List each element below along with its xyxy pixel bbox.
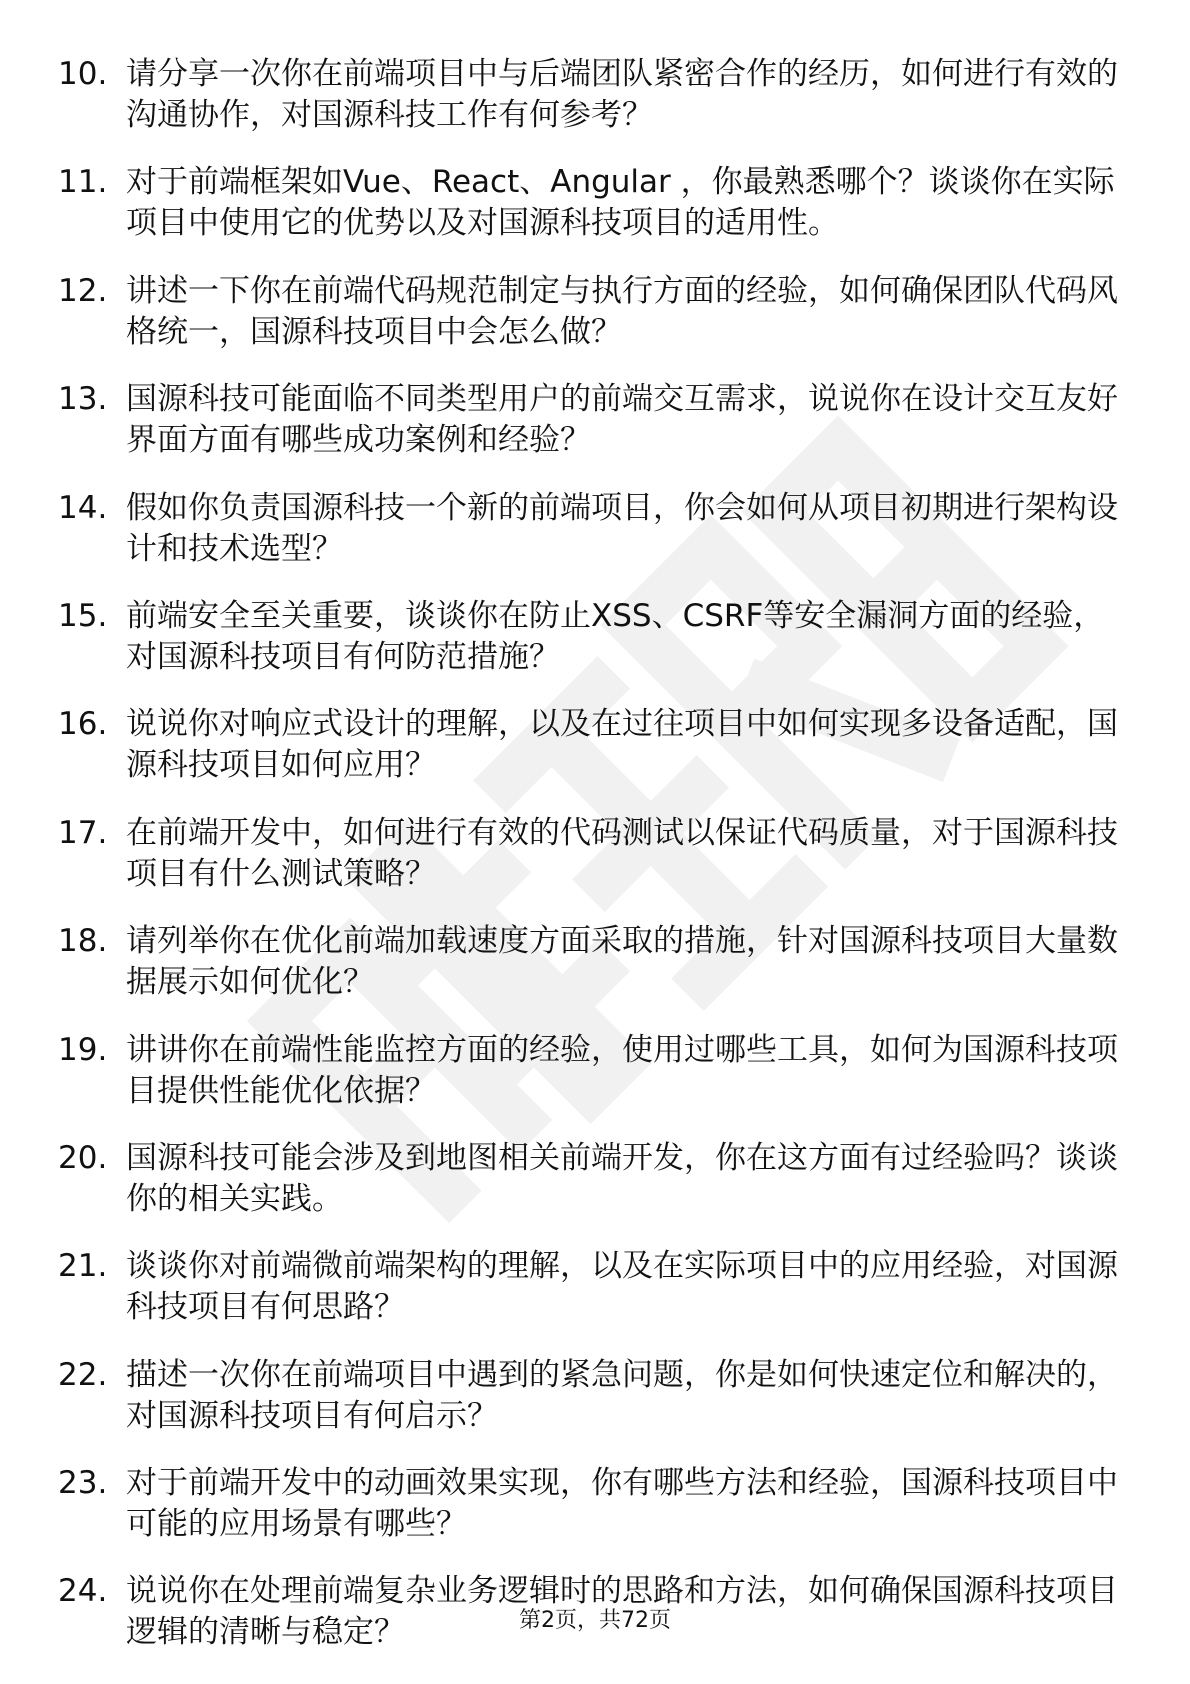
- question-text: 说说你在处理前端复杂业务逻辑时的思路和方法，如何确保国源科技项目逻辑的清晰与稳定？: [126, 1573, 1118, 1651]
- question-item: [58, 54, 1118, 136]
- question-item: [58, 379, 1118, 461]
- question-number: 20.: [58, 1139, 108, 1176]
- question-text: 假如你负责国源科技一个新的前端项目，你会如何从项目初期进行架构设计和技术选型？: [126, 489, 1118, 567]
- question-text: 前端安全至关重要，谈谈你在防止XSS、CSRF等安全漏洞方面的经验，对国源科技项目有何防范措施？: [126, 597, 1105, 675]
- question-number: 19.: [58, 1031, 108, 1068]
- question-text: 对于前端框架如Vue、React、Angular ，你最熟悉哪个？谈谈你在实际项目中使用它的优势以及对国源科技项目的适用性。: [126, 164, 1115, 242]
- question-number: 21.: [58, 1248, 108, 1285]
- question-item: [58, 1030, 1118, 1112]
- question-text: 说说你对响应式设计的理解，以及在过往项目中如何实现多设备适配，国源科技项目如何应用？: [126, 706, 1118, 784]
- question-text: 讲述一下你在前端代码规范制定与执行方面的经验，如何确保团队代码风格统一，国源科技项目中会怎么做？: [126, 272, 1118, 350]
- question-number: 11.: [58, 164, 108, 201]
- question-item: [58, 704, 1118, 786]
- question-item: [58, 271, 1118, 353]
- question-item: [58, 1463, 1118, 1545]
- question-item: [58, 1355, 1118, 1437]
- question-text: 描述一次你在前端项目中遇到的紧急问题，你是如何快速定位和解决的，对国源科技项目有何启示？: [126, 1356, 1118, 1434]
- question-item: [58, 596, 1118, 678]
- question-text: 谈谈你对前端微前端架构的理解，以及在实际项目中的应用经验，对国源科技项目有何思路？: [126, 1248, 1118, 1326]
- page-indicator: 第2页，共72页: [519, 1608, 671, 1633]
- question-number: 13.: [58, 381, 108, 418]
- question-item: [58, 921, 1118, 1003]
- question-text: 请列举你在优化前端加载速度方面采取的措施，针对国源科技项目大量数据展示如何优化？: [126, 923, 1118, 1001]
- question-text: 在前端开发中，如何进行有效的代码测试以保证代码质量，对于国源科技项目有什么测试策略？: [126, 814, 1118, 892]
- question-number: 23.: [58, 1465, 108, 1502]
- question-text: 对于前端开发中的动画效果实现，你有哪些方法和经验，国源科技项目中可能的应用场景有哪些？: [126, 1465, 1118, 1543]
- question-text: 国源科技可能面临不同类型用户的前端交互需求，说说你在设计交互友好界面方面有哪些成功案例和经验？: [126, 381, 1118, 459]
- question-item: [58, 488, 1118, 570]
- question-item: [58, 813, 1118, 895]
- question-number: 15.: [58, 597, 108, 634]
- question-number: 17.: [58, 814, 108, 851]
- question-item: [58, 1138, 1118, 1220]
- question-text: 请分享一次你在前端项目中与后端团队紧密合作的经历，如何进行有效的沟通协作，对国源科技工作有何参考？: [126, 56, 1118, 133]
- question-item: [58, 1246, 1118, 1328]
- question-list: [58, 54, 1118, 1680]
- question-text: 讲讲你在前端性能监控方面的经验，使用过哪些工具，如何为国源科技项目提供性能优化依据？: [126, 1031, 1118, 1109]
- question-item: [58, 162, 1118, 244]
- question-number: 14.: [58, 489, 108, 526]
- question-text: 国源科技可能会涉及到地图相关前端开发，你在这方面有过经验吗？谈谈你的相关实践。: [126, 1139, 1118, 1217]
- question-number: 22.: [58, 1356, 108, 1393]
- question-number: 16.: [58, 706, 108, 743]
- question-number: 10.: [58, 56, 108, 92]
- question-number: 24.: [58, 1573, 108, 1610]
- question-number: 12.: [58, 272, 108, 309]
- question-number: 18.: [58, 923, 108, 960]
